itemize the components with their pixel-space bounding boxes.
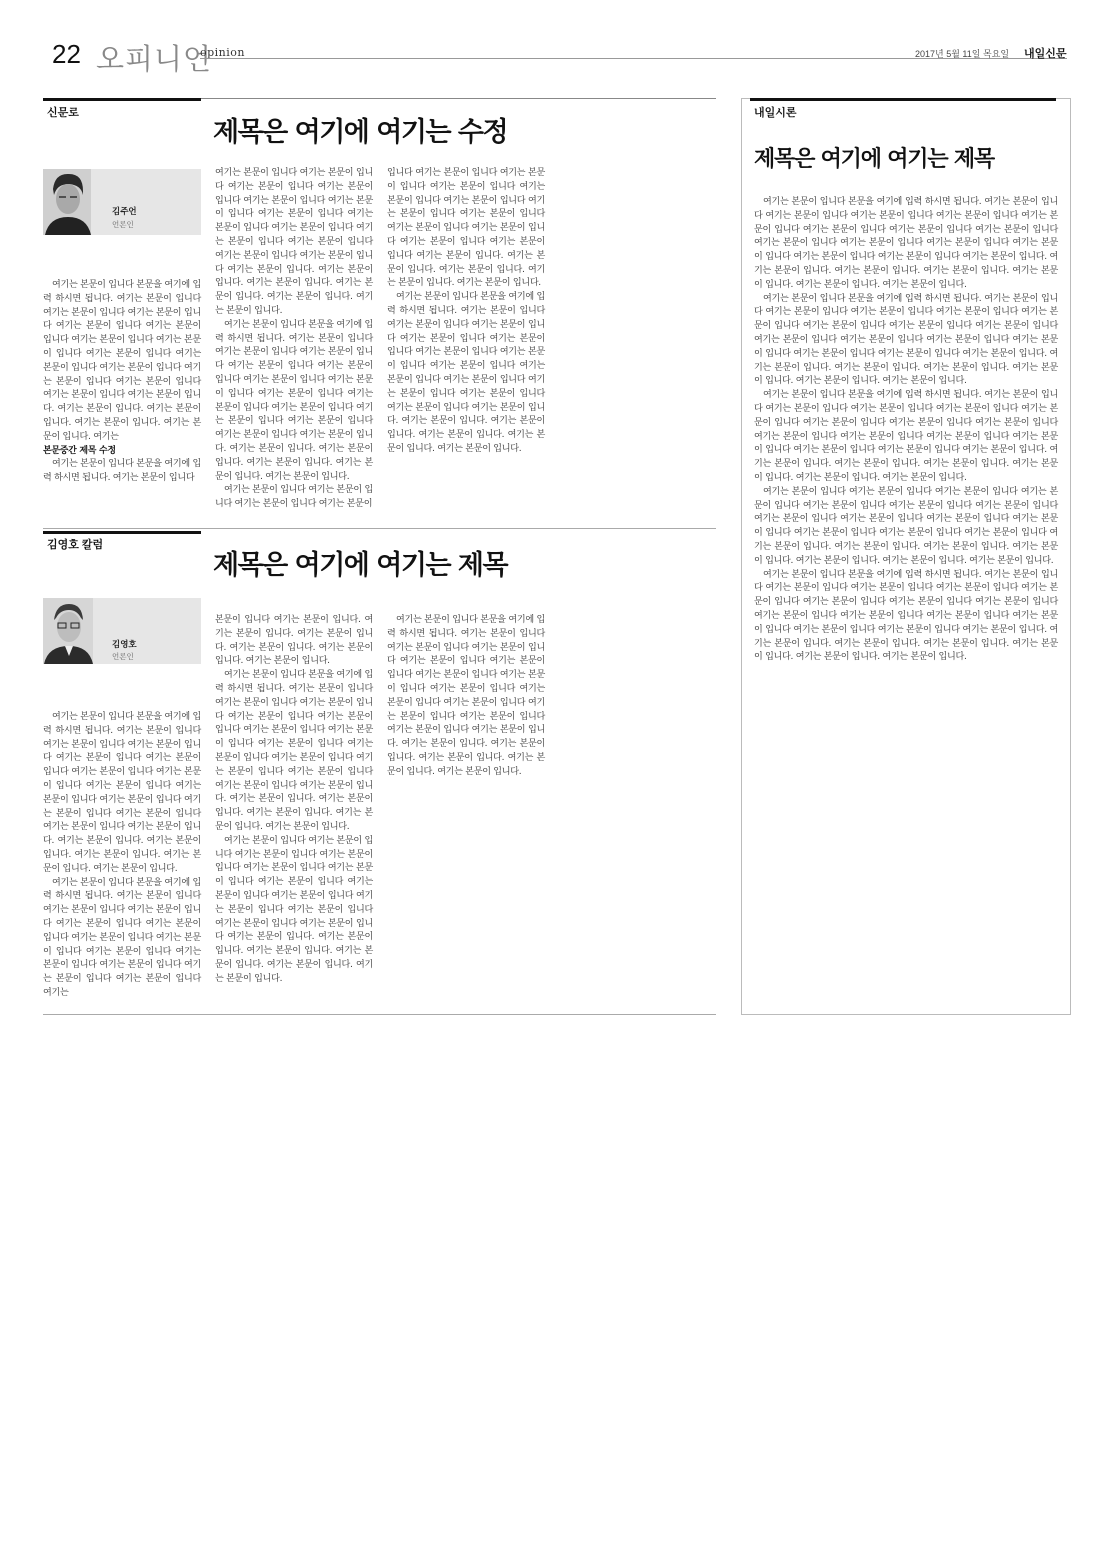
article1-subhead: 본문중간 제목 수정: [43, 445, 116, 456]
article2-column-2: [215, 614, 373, 990]
article2-author-role: 언론인: [112, 652, 134, 661]
sidebar-p3: 여기는 본문이 입니다 본문을 여기에 입력 하시면 됩니다. 여기는 본문이 입니다 여기는 본문이 입니다 여기는 본문이 입니다 여기는 본문이 입니다 여기는 본문이 입니다 여기는 본문이 입니다 여기는 본문이 입니다 여기는 본문이 입니다 여기는 본문이 입니다 여기는 본문이 입니다 여기는 본문이 입니다 여기는 본문이 입니다 여기는 본문이 입니다 여기는 본문이 입니다 여기는 본문이 입니다. 여기는 본문이 입니다. 여기는 본문이 입니다. 여기는 본문이 입니다. 여기는 본문이 입니다. 여기는 본문이 입니다. 여기는 본문이 입니다.: [754, 390, 1058, 483]
section-subtitle: opinion: [200, 46, 245, 59]
sidebar-kicker: 내일시론: [754, 107, 797, 119]
sidebar-p4: 여기는 본문이 입니다 여기는 본문이 입니다 여기는 본문이 입니다 여기는 본문이 입니다 여기는 본문이 입니다 여기는 본문이 입니다 여기는 본문이 입니다 여기는 본문이 입니다 여기는 본문이 입니다 여기는 본문이 입니다 여기는 본문이 입니다 여기는 본문이 입니다 여기는 본문이 입니다 여기는 본문이 입니다 여기는 본문이 입니다. 여기는 본문이 입니다. 여기는 본문이 입니다. 여기는 본문이 입니다. 여기는 본문이 입니다. 여기는 본문이 입니다. 여기는 본문이 입니다.: [754, 486, 1058, 566]
article1-col1-p1: 여기는 본문이 입니다 본문을 여기에 입력 하시면 됩니다. 여기는 본문이 입니다 여기는 본문이 입니다 여기는 본문이 입니다 여기는 본문이 입니다 여기는 본문이 입니다 여기는 본문이 입니다 여기는 본문이 입니다 여기는 본문이 입니다 여기는 본문이 입니다 여기는 본문이 입니다 여기는 본문이 입니다 여기는 본문이 입니다 여기는 본문이 입니다 여기는 본문이 입니다. 여기는 본문이 입니다. 여기는 본문이 입니다. 여기는 본문이 입니다. 여기는 본문이 입니다. 여기는: [43, 280, 201, 442]
article2-column-1: [43, 711, 201, 998]
sidebar-headline: 제목은 여기에 여기는 제목: [754, 146, 994, 172]
article2-top-rule: [43, 528, 716, 529]
article1-col3-p2: 여기는 본문이 입니다 본문을 여기에 입력 하시면 됩니다. 여기는 본문이 입니다 여기는 본문이 입니다 여기는 본문이 입니다 여기는 본문이 입니다 여기는 본문이 입니다 여기는 본문이 입니다 여기는 본문이 입니다 여기는 본문이 입니다 여기는 본문이 입니다 여기는 본문이 입니다 여기는 본문이 입니다 여기는 본문이 입니다 여기는 본문이 입니다 여기는 본문이 입니다. 여기는 본문이 입니다. 여기는 본문이 입니다. 여기는 본문이 입니다. 여기는 본문이 입니다. 여기는 본문이 입니다.: [387, 292, 545, 454]
section-title: 오피니언: [96, 42, 213, 76]
sidebar-p5: 여기는 본문이 입니다 본문을 여기에 입력 하시면 됩니다. 여기는 본문이 입니다 여기는 본문이 입니다 여기는 본문이 입니다 여기는 본문이 입니다 여기는 본문이 입니다 여기는 본문이 입니다 여기는 본문이 입니다 여기는 본문이 입니다 여기는 본문이 입니다 여기는 본문이 입니다 여기는 본문이 입니다 여기는 본문이 입니다 여기는 본문이 입니다 여기는 본문이 입니다 여기는 본문이 입니다. 여기는 본문이 입니다. 여기는 본문이 입니다. 여기는 본문이 입니다. 여기는 본문이 입니다. 여기는 본문이 입니다. 여기는 본문이 입니다.: [754, 569, 1058, 663]
author-portrait-icon: [43, 169, 91, 235]
sidebar-p2: 여기는 본문이 입니다 본문을 여기에 입력 하시면 됩니다. 여기는 본문이 입니다 여기는 본문이 입니다 여기는 본문이 입니다 여기는 본문이 입니다 여기는 본문이 입니다 여기는 본문이 입니다 여기는 본문이 입니다 여기는 본문이 입니다 여기는 본문이 입니다 여기는 본문이 입니다 여기는 본문이 입니다 여기는 본문이 입니다 여기는 본문이 입니다 여기는 본문이 입니다 여기는 본문이 입니다. 여기는 본문이 입니다. 여기는 본문이 입니다. 여기는 본문이 입니다. 여기는 본문이 입니다. 여기는 본문이 입니다. 여기는 본문이 입니다.: [754, 293, 1058, 387]
article1-column-3: [387, 167, 545, 461]
article2-col1-p1: 여기는 본문이 입니다 본문을 여기에 입력 하시면 됩니다. 여기는 본문이 입니다 여기는 본문이 입니다 여기는 본문이 입니다 여기는 본문이 입니다 여기는 본문이 입니다 여기는 본문이 입니다 여기는 본문이 입니다 여기는 본문이 입니다 여기는 본문이 입니다 여기는 본문이 입니다 여기는 본문이 입니다 여기는 본문이 입니다 여기는 본문이 입니다 여기는 본문이 입니다. 여기는 본문이 입니다. 여기는 본문이 입니다. 여기는 본문이 입니다. 여기는 본문이 입니다. 여기는 본문이 입니다.: [43, 712, 201, 874]
article1-kicker: 신문로: [47, 107, 79, 119]
article2-byline-box: [43, 598, 201, 664]
issue-date: 2017년 5월 11일 목요일: [915, 49, 1010, 59]
article1-column-2: [215, 167, 373, 510]
article1-author-role: 언론인: [112, 220, 134, 229]
article2-col2-p2: 여기는 본문이 입니다 본문을 여기에 입력 하시면 됩니다. 여기는 본문이 입니다 여기는 본문이 입니다 여기는 본문이 입니다 여기는 본문이 입니다 여기는 본문이 입니다 여기는 본문이 입니다 여기는 본문이 입니다 여기는 본문이 입니다 여기는 본문이 입니다 여기는 본문이 입니다 여기는 본문이 입니다 여기는 본문이 입니다 여기는 본문이 입니다 여기는 본문이 입니다. 여기는 본문이 입니다. 여기는 본문이 입니다. 여기는 본문이 입니다. 여기는 본문이 입니다. 여기는 본문이 입니다.: [215, 670, 373, 832]
article1-kicker-bar: [43, 98, 201, 101]
article1-column-1: [43, 279, 201, 499]
article1-col1-p2: 여기는 본문이 입니다 본문을 여기에 입력 하시면 됩니다. 여기는 본문이 입니다: [43, 459, 201, 484]
article2-col2-p1: 본문이 입니다 여기는 본문이 입니다. 여기는 본문이 입니다. 여기는 본문이 입니다. 여기는 본문이 입니다. 여기는 본문이 입니다. 여기는 본문이 입니다.: [215, 615, 373, 667]
article1-top-rule: [201, 98, 716, 99]
article1-col2-p3: 여기는 본문이 입니다 여기는 본문이 입니다 여기는 본문이 입니다 여기는 본문이: [215, 485, 373, 510]
article2-kicker-bar: [43, 531, 201, 534]
article1-author-name: 김주언: [112, 207, 137, 217]
article1-byline-box: [43, 169, 201, 235]
article1-col3-p1: 입니다 여기는 본문이 입니다 여기는 본문이 입니다 여기는 본문이 입니다 여기는 본문이 입니다 여기는 본문이 입니다 여기는 본문이 입니다 여기는 본문이 입니다 여기는 본문이 입니다 여기는 본문이 입니다 여기는 본문이 입니다 여기는 본문이 입니다 여기는 본문이 입니다. 여기는 본문이 입니다. 여기는 본문이 입니다. 여기는 본문이 입니다. 여기는 본문이 입니다.: [387, 168, 545, 289]
article2-column-3: [387, 614, 545, 782]
article2-kicker: 김영호 칼럼: [47, 539, 104, 551]
page-number: 22: [52, 39, 81, 69]
sidebar-kicker-bar: [750, 98, 1056, 101]
article2-col3-p1: 여기는 본문이 입니다 본문을 여기에 입력 하시면 됩니다. 여기는 본문이 입니다 여기는 본문이 입니다 여기는 본문이 입니다 여기는 본문이 입니다 여기는 본문이 입니다 여기는 본문이 입니다 여기는 본문이 입니다 여기는 본문이 입니다 여기는 본문이 입니다 여기는 본문이 입니다 여기는 본문이 입니다 여기는 본문이 입니다 여기는 본문이 입니다 여기는 본문이 입니다. 여기는 본문이 입니다. 여기는 본문이 입니다. 여기는 본문이 입니다. 여기는 본문이 입니다. 여기는 본문이 입니다.: [387, 615, 545, 777]
paper-name: 내일신문: [1024, 47, 1067, 60]
article1-headline: 제목은 여기에 여기는 수정: [213, 117, 508, 148]
article1-col2-p1: 여기는 본문이 입니다 여기는 본문이 입니다 여기는 본문이 입니다 여기는 본문이 입니다 여기는 본문이 입니다 여기는 본문이 입니다 여기는 본문이 입니다 여기는 본문이 입니다 여기는 본문이 입니다 여기는 본문이 입니다 여기는 본문이 입니다 여기는 본문이 입니다 여기는 본문이 입니다 여기는 본문이 입니다. 여기는 본문이 입니다. 여기는 본문이 입니다. 여기는 본문이 입니다. 여기는 본문이 입니다. 여기는 본문이 입니다.: [215, 168, 373, 316]
article2-bottom-rule: [43, 1014, 716, 1015]
sidebar-body: [754, 196, 1058, 663]
article2-headline: 제목은 여기에 여기는 제목: [213, 550, 508, 581]
sidebar-p1: 여기는 본문이 입니다 본문을 여기에 입력 하시면 됩니다. 여기는 본문이 입니다 여기는 본문이 입니다 여기는 본문이 입니다 여기는 본문이 입니다 여기는 본문이 입니다 여기는 본문이 입니다 여기는 본문이 입니다 여기는 본문이 입니다 여기는 본문이 입니다 여기는 본문이 입니다 여기는 본문이 입니다 여기는 본문이 입니다 여기는 본문이 입니다 여기는 본문이 입니다 여기는 본문이 입니다. 여기는 본문이 입니다. 여기는 본문이 입니다. 여기는 본문이 입니다. 여기는 본문이 입니다. 여기는 본문이 입니다. 여기는 본문이 입니다.: [754, 197, 1058, 290]
article2-author-name: 김영호: [112, 640, 137, 650]
author-portrait-icon: [43, 598, 93, 664]
article1-col2-p2: 여기는 본문이 입니다 본문을 여기에 입력 하시면 됩니다. 여기는 본문이 입니다 여기는 본문이 입니다 여기는 본문이 입니다 여기는 본문이 입니다 여기는 본문이 입니다 여기는 본문이 입니다 여기는 본문이 입니다 여기는 본문이 입니다 여기는 본문이 입니다 여기는 본문이 입니다 여기는 본문이 입니다 여기는 본문이 입니다 여기는 본문이 입니다 여기는 본문이 입니다. 여기는 본문이 입니다. 여기는 본문이 입니다. 여기는 본문이 입니다. 여기는 본문이 입니다. 여기는 본문이 입니다.: [215, 319, 373, 482]
article2-col2-p3: 여기는 본문이 입니다 여기는 본문이 입니다 여기는 본문이 입니다 여기는 본문이 입니다 여기는 본문이 입니다 여기는 본문이 입니다 여기는 본문이 입니다 여기는 본문이 입니다 여기는 본문이 입니다 여기는 본문이 입니다 여기는 본문이 입니다 여기는 본문이 입니다 여기는 본문이 입니다 여기는 본문이 입니다. 여기는 본문이 입니다. 여기는 본문이 입니다. 여기는 본문이 입니다. 여기는 본문이 입니다. 여기는 본문이 입니다.: [215, 835, 373, 984]
article2-col1-p2: 여기는 본문이 입니다 본문을 여기에 입력 하시면 됩니다. 여기는 본문이 입니다 여기는 본문이 입니다 여기는 본문이 입니다 여기는 본문이 입니다 여기는 본문이 입니다 여기는 본문이 입니다 여기는 본문이 입니다 여기는 본문이 입니다 여기는 본문이 입니다 여기는 본문이 입니다 여기는 본문이 입니다 여기는 본문이 입니다 여기는: [43, 877, 201, 998]
